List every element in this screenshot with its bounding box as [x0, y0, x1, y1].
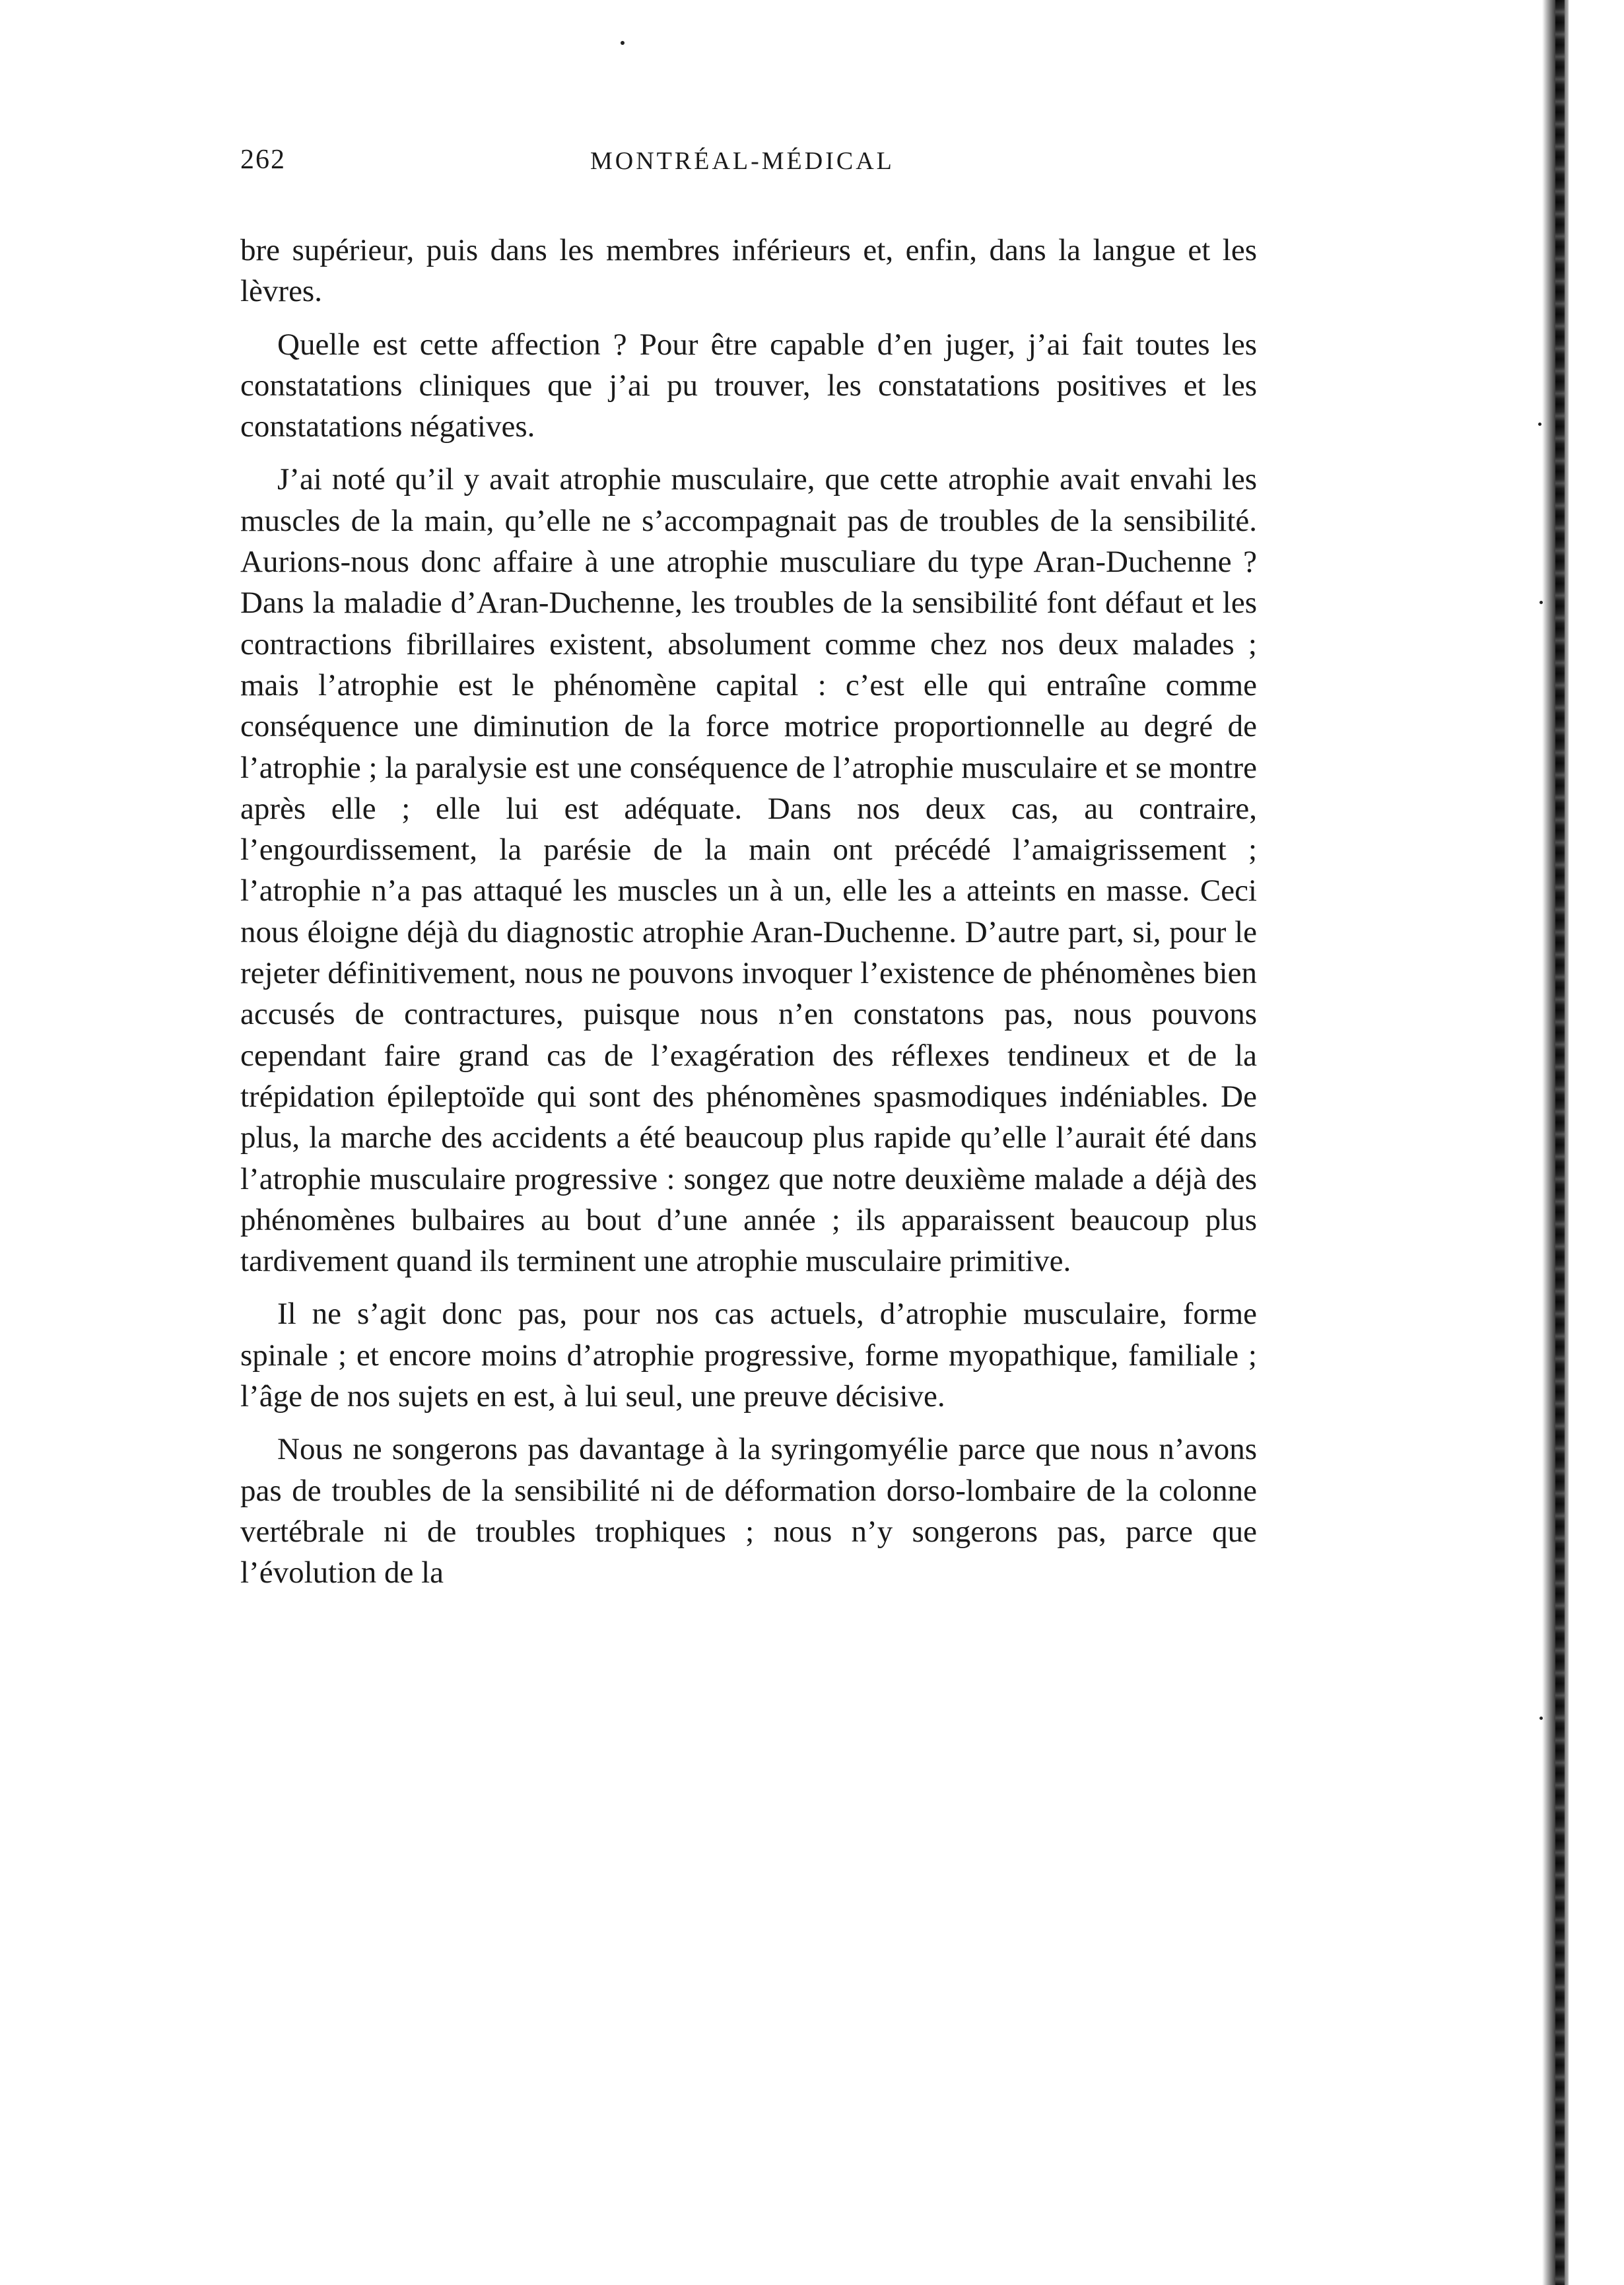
paragraph: J’ai noté qu’il y avait atrophie musculaire, que cette atrophie avait envahi les muscles de la main, qu’elle ne s’accompagnait pas de troubles de la sensibilité. Aurions-nous donc affaire à une atrophie musculiare du type Aran-Duchenne ? Dans la maladie d’Aran-Duchenne, les troubles de la sensibilité font défaut et les contractions fibrillaires existent, absolument comme chez nos deux malades ; mais l’atrophie est le phénomène capital : c’est elle qui entraîne comme conséquence une diminution de la force motrice proportionnelle au degré de l’atrophie ; la paralysie est une conséquence de l’atrophie musculaire et se montre après elle ; elle lui est adéquate. Dans nos deux cas, au contraire, l’engourdissement, la parésie de la main ont précédé l’amaigrissement ; l’atrophie n’a pas attaqué les muscles un à un, elle les a atteints en masse. Ceci nous éloigne déjà du diagnostic atrophie Aran-Duchenne. D’autre part, si, pour le rejeter définitivement, nous ne pouvons invoquer l’existence de phénomènes bien accusés de contractures, puisque nous n’en constatons pas, nous pouvons cependant faire grand cas de l’exagération des réflexes tendineux et de la trépidation épileptoïde qui sont des phénomènes spasmodiques indéniables. De plus, la marche des accidents a été beaucoup plus rapide qu’elle l’aurait été dans l’atrophie musculaire progressive : songez que notre deuxième malade a déjà des phénomènes bulbaires au bout d’une année ; ils apparaissent beaucoup plus tardivement quand ils terminent une atrophie musculaire primitive. — [240, 462, 1257, 1279]
scan-speck — [1538, 423, 1541, 426]
paragraph: Quelle est cette affection ? Pour être capable d’en juger, j’ai fait toutes les constatations cliniques que j’ai pu trouver, les constatations positives et les constatations négatives. — [240, 327, 1257, 444]
page-header — [240, 144, 1257, 184]
scan-edge-texture — [1555, 0, 1565, 2285]
page-number: 262 — [240, 145, 286, 175]
scan-speck — [621, 41, 625, 45]
scan-speck — [1539, 601, 1543, 604]
paragraph: Il ne s’agit donc pas, pour nos cas actuels, d’atrophie musculaire, forme spinale ; et encore moins d’atrophie progressive, forme myopathique, familiale ; l’âge de nos sujets en est, à lui seul, une preuve décisive. — [240, 1297, 1257, 1414]
body-text — [240, 230, 1257, 1606]
paragraph-continuation: bre supérieur, puis dans les membres inférieurs et, enfin, dans la langue et les lèvres. — [240, 233, 1257, 309]
paragraph: Nous ne songerons pas davantage à la syringomyélie parce que nous n’avons pas de troubles de la sensibilité ni de déformation dorso-lombaire de la colonne vertébrale ni de troubles trophiques ; nous n’y songerons pas, parce que l’évolution de la — [240, 1432, 1257, 1590]
scan-speck — [1539, 1717, 1543, 1720]
running-head: MONTRÉAL-MÉDICAL — [590, 147, 895, 175]
